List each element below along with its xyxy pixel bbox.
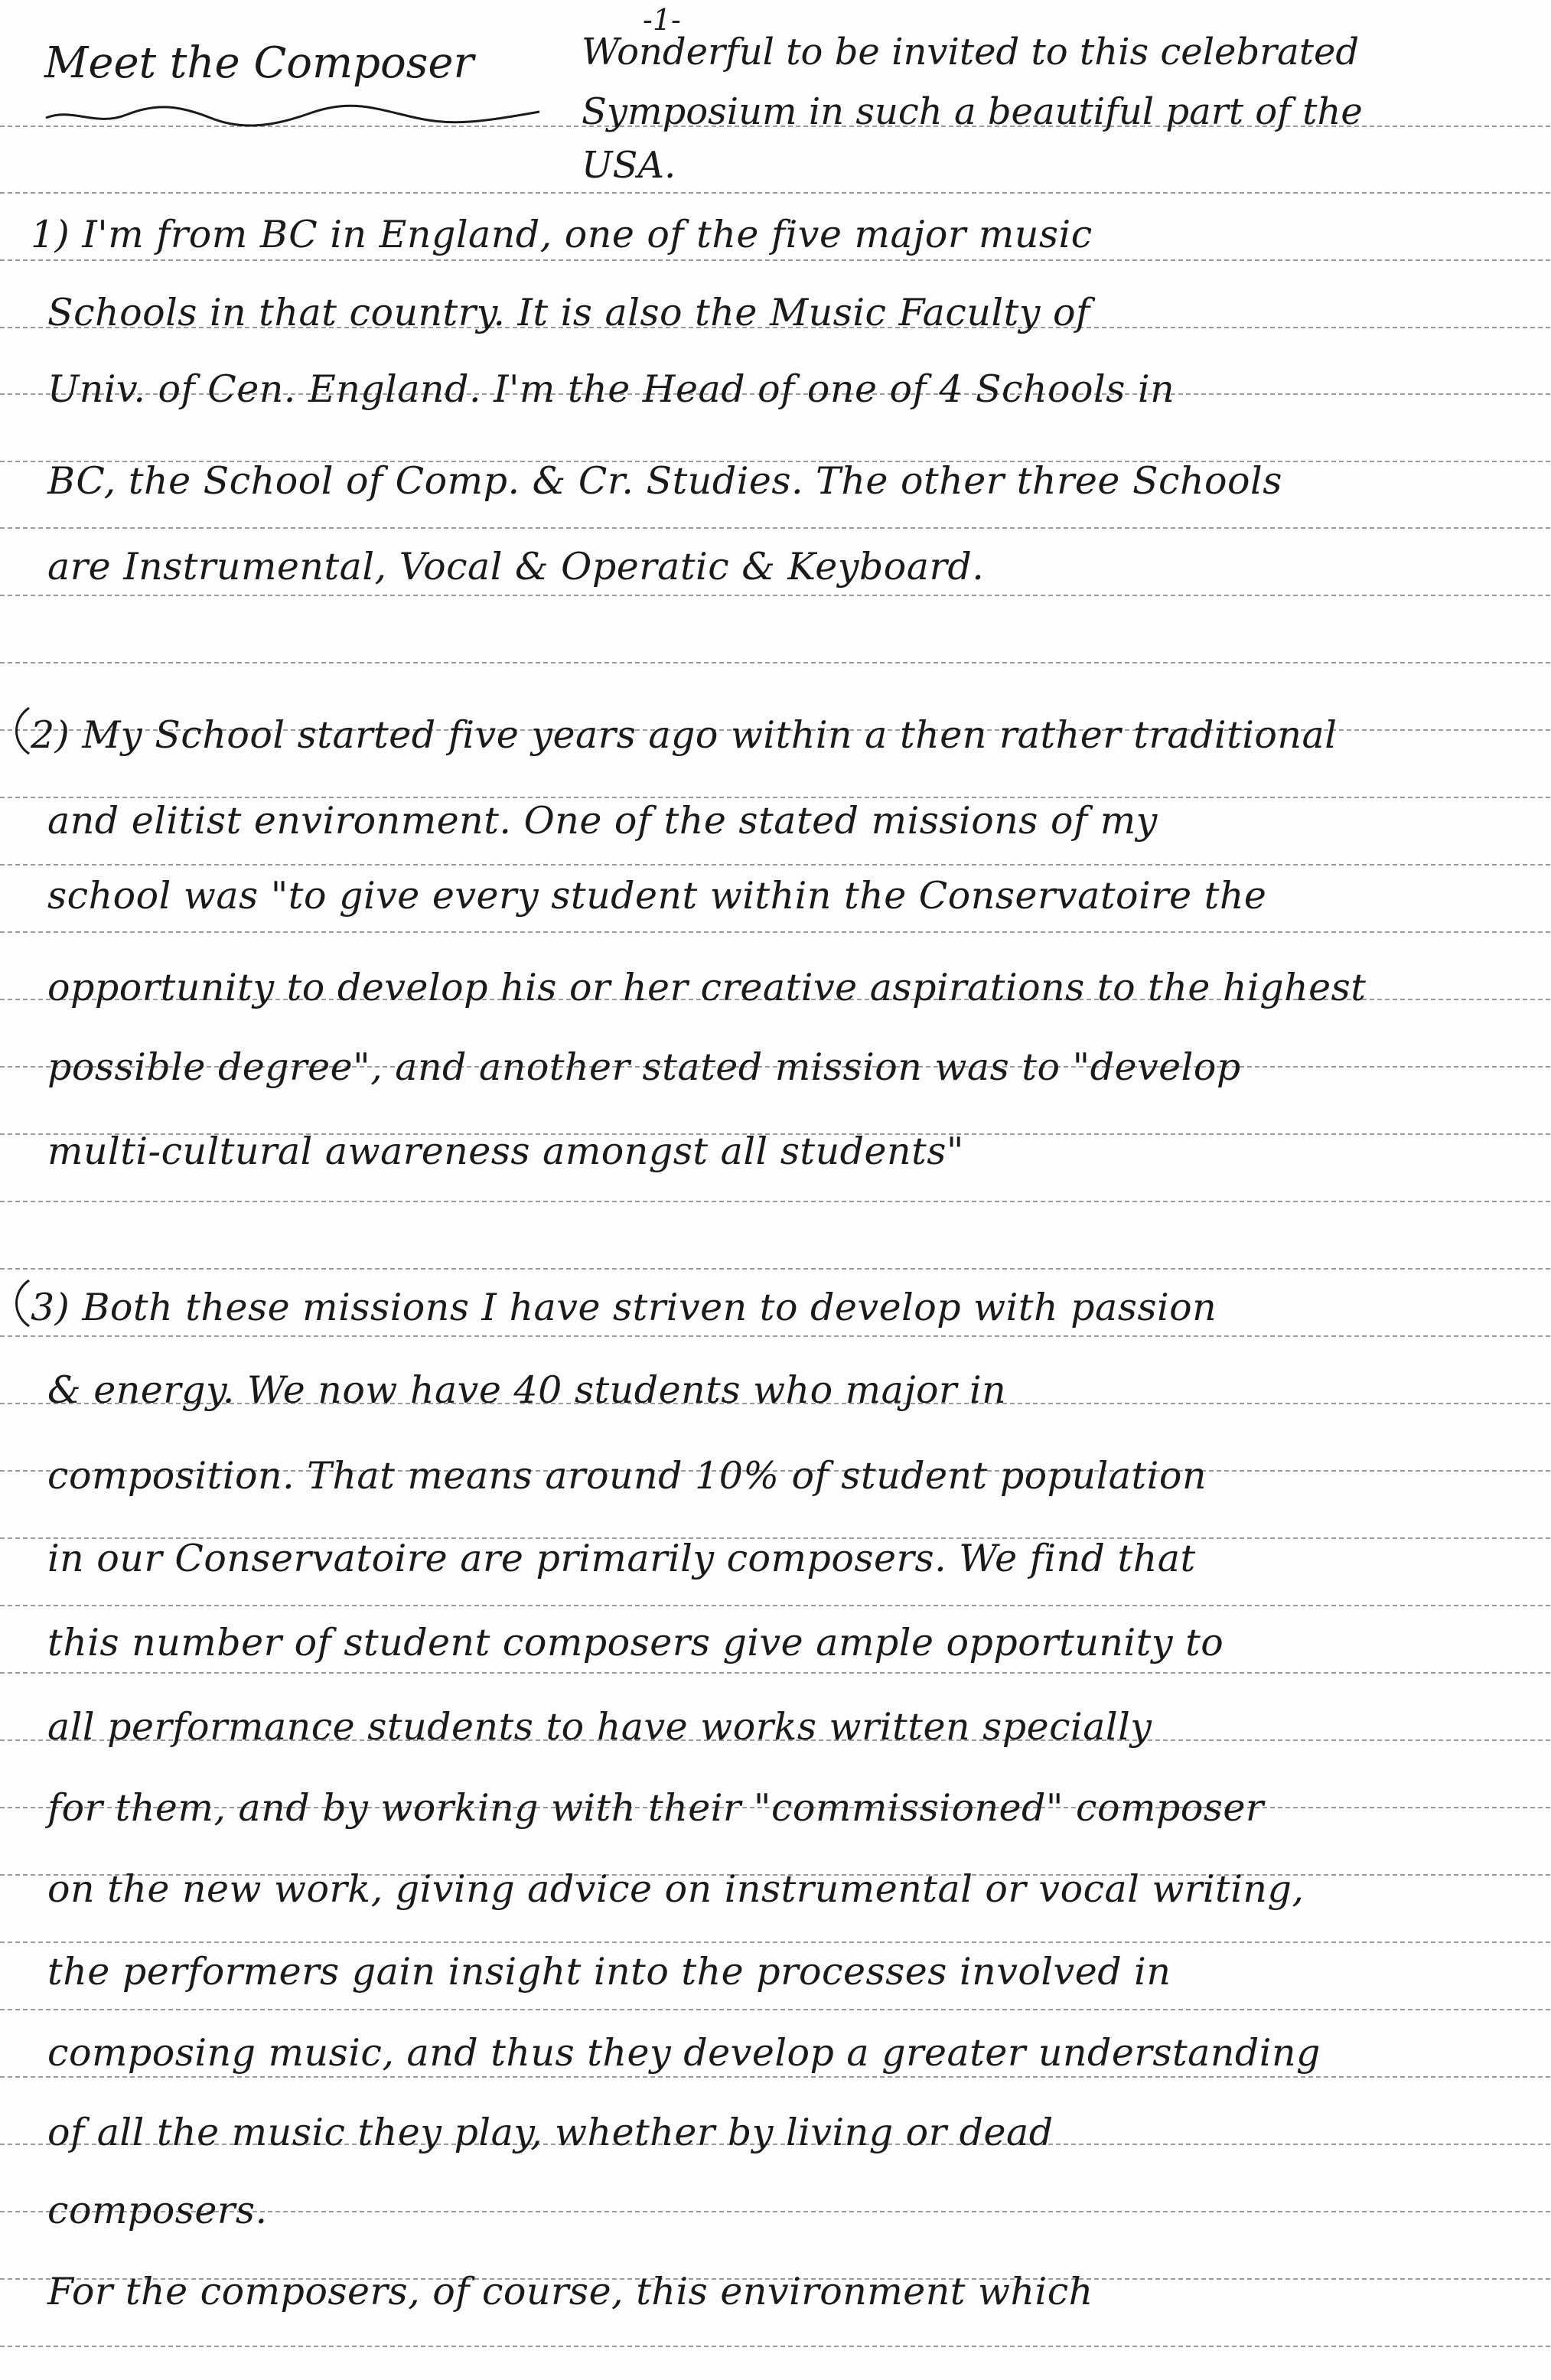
section-line-text: My School started five years ago within a then rather traditional — [82, 713, 1338, 757]
page-title: Meet the Composer — [44, 38, 474, 88]
section-3-line: the performers gain insight into the processes involved in — [47, 1950, 1171, 1994]
section-3-line: on the new work, giving advice on instrumental or vocal writing, — [47, 1867, 1305, 1911]
section-3-line: composing music, and thus they develop a greater understanding — [47, 2031, 1321, 2075]
section-2-line: school was "to give every student within the Conservatoire the — [47, 874, 1267, 918]
section-3-line: for them, and by working with their "commissioned" composer — [47, 1786, 1264, 1830]
section-1-line: are Instrumental, Vocal & Operatic & Keyboard. — [47, 545, 985, 588]
section-2-line: and elitist environment. One of the stated missions of my — [47, 799, 1158, 843]
page-number: -1- — [643, 3, 681, 37]
section-3-line: this number of student composers give ample opportunity to — [47, 1621, 1224, 1664]
section-3-line: composers. — [47, 2189, 268, 2232]
section-2-line: possible degree", and another stated mission was to "develop — [47, 1045, 1241, 1089]
section-3-line: of all the music they play, whether by living or dead — [47, 2111, 1054, 2154]
section-3-line: & energy. We now have 40 students who major in — [47, 1368, 1007, 1412]
section-1-line — [31, 213, 1093, 256]
section-1-line: BC, the School of Comp. & Cr. Studies. The other three Schools — [47, 459, 1282, 503]
section-3-line: in our Conservatoire are primarily composers. We find that — [47, 1537, 1196, 1580]
title-underline-squiggle — [42, 101, 547, 132]
section-marker: 1) — [31, 213, 70, 256]
section-line-text: I'm from BC in England, one of the five major music — [82, 213, 1093, 256]
section-3-line — [31, 1286, 1217, 1329]
header-note-line: Symposium in such a beautiful part of the — [582, 90, 1363, 133]
section-1-line: Univ. of Cen. England. I'm the Head of one of 4 Schools in — [47, 367, 1175, 411]
section-3-line: all performance students to have works written specially — [47, 1705, 1152, 1749]
section-marker: 3) — [31, 1286, 70, 1329]
section-2-line: multi-cultural awareness amongst all students" — [47, 1130, 964, 1173]
section-3-line: composition. That means around 10% of student population — [47, 1454, 1207, 1498]
section-1-line: Schools in that country. It is also the Music Faculty of — [47, 291, 1090, 334]
section-marker: 2) — [31, 713, 70, 757]
section-2-line — [31, 713, 1337, 757]
section-2-line: opportunity to develop his or her creative aspirations to the highest — [47, 966, 1367, 1009]
header-note-line: USA. — [582, 144, 676, 187]
header-note-line: Wonderful to be invited to this celebrated — [582, 31, 1360, 73]
section-line-text: Both these missions I have striven to develop with passion — [82, 1286, 1217, 1329]
continuation-line: For the composers, of course, this environment which — [47, 2270, 1093, 2313]
